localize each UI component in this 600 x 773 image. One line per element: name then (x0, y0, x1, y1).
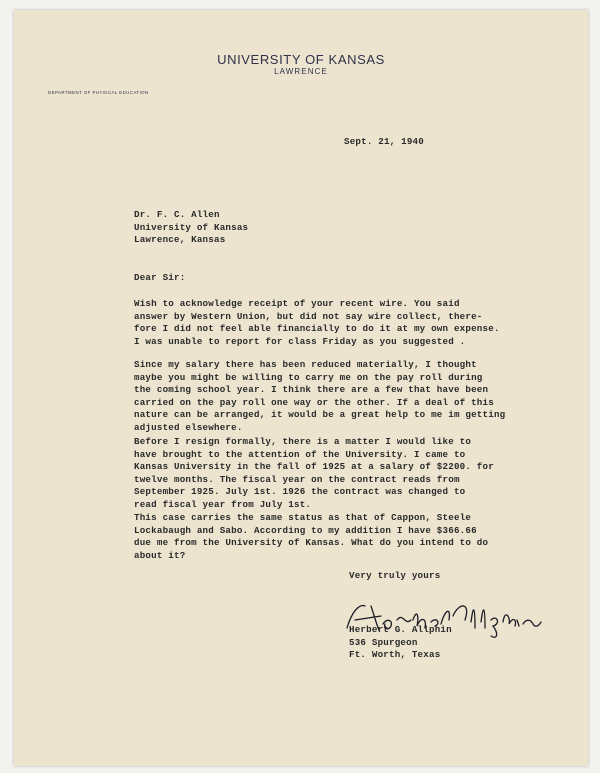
recipient-address (134, 209, 248, 247)
text-line: read fiscal year from July 1st. (134, 498, 312, 510)
text-line: have brought to the attention of the University. I came to (134, 448, 466, 460)
sender-block (349, 624, 452, 662)
text-line: nature can be arranged, it would be a great help to me im getting (134, 409, 506, 421)
letterhead-department: DEPARTMENT OF PHYSICAL EDUCATION (48, 90, 149, 95)
recipient-city: Lawrence, Kansas (134, 234, 226, 246)
text-line: September 1925. July 1st. 1926 the contract was changed to (134, 486, 466, 498)
salutation: Dear Sir: (134, 272, 186, 283)
text-line: carried on the pay roll one way or the other. If a deal of this (134, 396, 494, 408)
letter-date: Sept. 21, 1940 (344, 136, 424, 147)
text-line: the coming school year. I think there are a few that have been (134, 384, 489, 396)
paragraph-4 (134, 512, 488, 562)
text-line: due me from the University of Kansas. What do you intend to do (134, 537, 489, 549)
text-line: Lockabaugh and Sabo. According to my addition I have $366.66 (134, 524, 477, 536)
text-line: Kansas University in the fall of 1925 at a salary of $2200. for (134, 461, 494, 473)
text-line: fore I did not feel able financially to do it at my own expense. (134, 323, 500, 335)
letterhead-title: UNIVERSITY OF KANSAS (217, 52, 385, 67)
letterhead-city: LAWRENCE (274, 67, 328, 76)
text-line: twelve months. The fiscal year on the contract reads from (134, 473, 460, 485)
sender-street: 536 Spurgeon (349, 636, 418, 648)
text-line: maybe you might be willing to carry me on the pay roll during (134, 371, 483, 383)
paragraph-2 (134, 359, 505, 435)
text-line: adjusted elsewhere. (134, 421, 243, 433)
paragraph-3 (134, 436, 494, 512)
text-line: I was unable to report for class Friday as you suggested . (134, 335, 466, 347)
recipient-name: Dr. F. C. Allen (134, 209, 220, 220)
recipient-org: University of Kansas (134, 221, 249, 233)
text-line: Since my salary there has been reduced materially, I thought (134, 359, 477, 370)
text-line: Wish to acknowledge receipt of your recent wire. You said (134, 298, 460, 309)
sender-name: Herbert G. Allphin (349, 624, 452, 635)
text-line: Before I resign formally, there is a matter I would like to (134, 436, 472, 447)
text-line: answer by Western Union, but did not say wire collect, there- (134, 310, 483, 322)
letter-page (14, 10, 588, 766)
closing: Very truly yours (349, 570, 441, 581)
text-line: about it? (134, 549, 186, 561)
text-line: This case carries the same status as that of Cappon, Steele (134, 512, 472, 523)
paragraph-1 (134, 298, 500, 348)
sender-city: Ft. Worth, Texas (349, 649, 441, 661)
